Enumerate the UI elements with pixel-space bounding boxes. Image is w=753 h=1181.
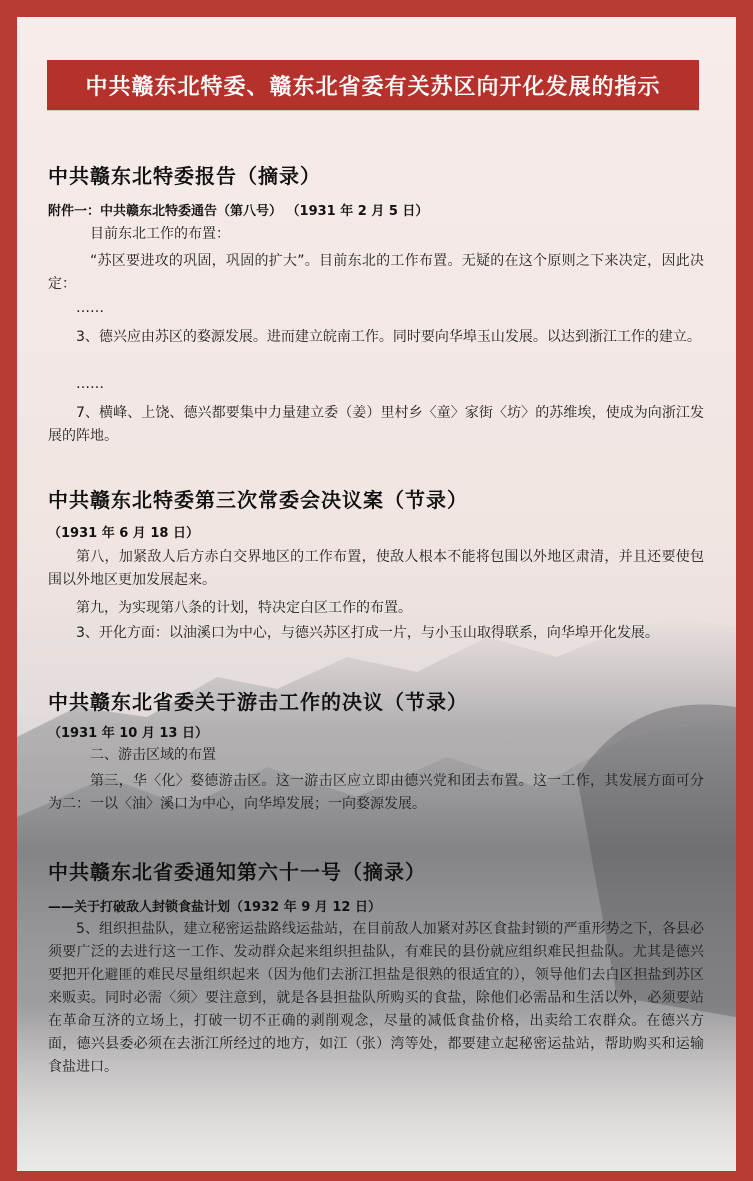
section-3-heading: 中共赣东北省委关于游击工作的决议（节录）: [48, 690, 468, 714]
section-4-subheading: ——关于打破敌人封锁食盐计划（1932 年 9 月 12 日）: [48, 900, 381, 915]
section-3-para-2: 第三，华〈化〉婺德游击区。这一游击区应立即由德兴党和团去布置。这一工作，其发展方面可分为二：一以〈油〉溪口为中心，向华埠发展；一向婺源发展。: [48, 773, 704, 812]
section-1-para-4: 7、横峰、上饶、德兴都要集中力量建立委（姜）里村乡〈童〉家街〈坊〉的苏维埃，使成为向浙江发展的阵地。: [48, 405, 704, 444]
section-1-para-3: 3、德兴应由苏区的婺源发展。进而建立皖南工作。同时要向华埠玉山发展。以达到浙江工作的建立。: [76, 329, 701, 345]
section-2-heading: 中共赣东北特委第三次常委会决议案（节录）: [48, 488, 468, 512]
section-2-subheading: （1931 年 6 月 18 日）: [48, 526, 199, 541]
section-1-para-1: 目前东北工作的布置：: [90, 226, 230, 242]
section-2-para-1: 第八，加紧敌人后方赤白交界地区的工作布置，使敌人根本不能将包围以外地区肃清，并且还要使包围以外地区更加发展起来。: [48, 549, 704, 588]
section-2-para-2: 第九，为实现第八条的计划，特决定白区工作的布置。: [76, 600, 412, 616]
section-1-ellipsis-2: ……: [76, 376, 104, 392]
section-4-heading: 中共赣东北省委通知第六十一号（摘录）: [48, 860, 426, 884]
banner-title: 中共赣东北特委、赣东北省委有关苏区向开化发展的指示: [85, 74, 661, 100]
section-1-heading: 中共赣东北特委报告（摘录）: [48, 164, 321, 188]
title-banner: [47, 60, 699, 110]
section-1-para-2: “苏区要进攻的巩固，巩固的扩大”。目前东北的工作布置。无疑的在这个原则之下来决定，因此决定：: [48, 253, 704, 292]
section-3-para-1: 二、游击区域的布置: [90, 747, 216, 763]
section-3-subheading: （1931 年 10 月 13 日）: [48, 726, 208, 741]
section-1-subheading: 附件一：中共赣东北特委通告（第八号） （1931 年 2 月 5 日）: [48, 204, 429, 219]
section-1-ellipsis-1: ……: [76, 300, 104, 316]
section-2-para-3: 3、开化方面：以油溪口为中心，与德兴苏区打成一片，与小玉山取得联系，向华埠开化发展。: [76, 625, 659, 641]
section-4-para-1: 5、组织担盐队，建立秘密运盐路线运盐站，在目前敌人加紧对苏区食盐封锁的严重形势之下，各县必须要广泛的去进行这一工作、发动群众起来组织担盐队，有难民的县份就应组织难民担盐队。尤其是德兴要把开化避匪的难民尽量组织起来（因为他们去浙江担盐是很熟的很适宜的），领导他们去白区担盐到苏区来贩卖。同时必需〈须〉要注意到，就是各县担盐队所购买的食盐，除他们必需品和生活以外，必须要站在革命互济的立场上，打破一切不正确的剥削观念，尽量的减低食盐价格，出卖给工农群众。在德兴方面，德兴县委必须在去浙江所经过的地方，如江（张）湾等处，都要建立起秘密运盐站，帮助购买和运输食盐进口。: [48, 921, 704, 1075]
